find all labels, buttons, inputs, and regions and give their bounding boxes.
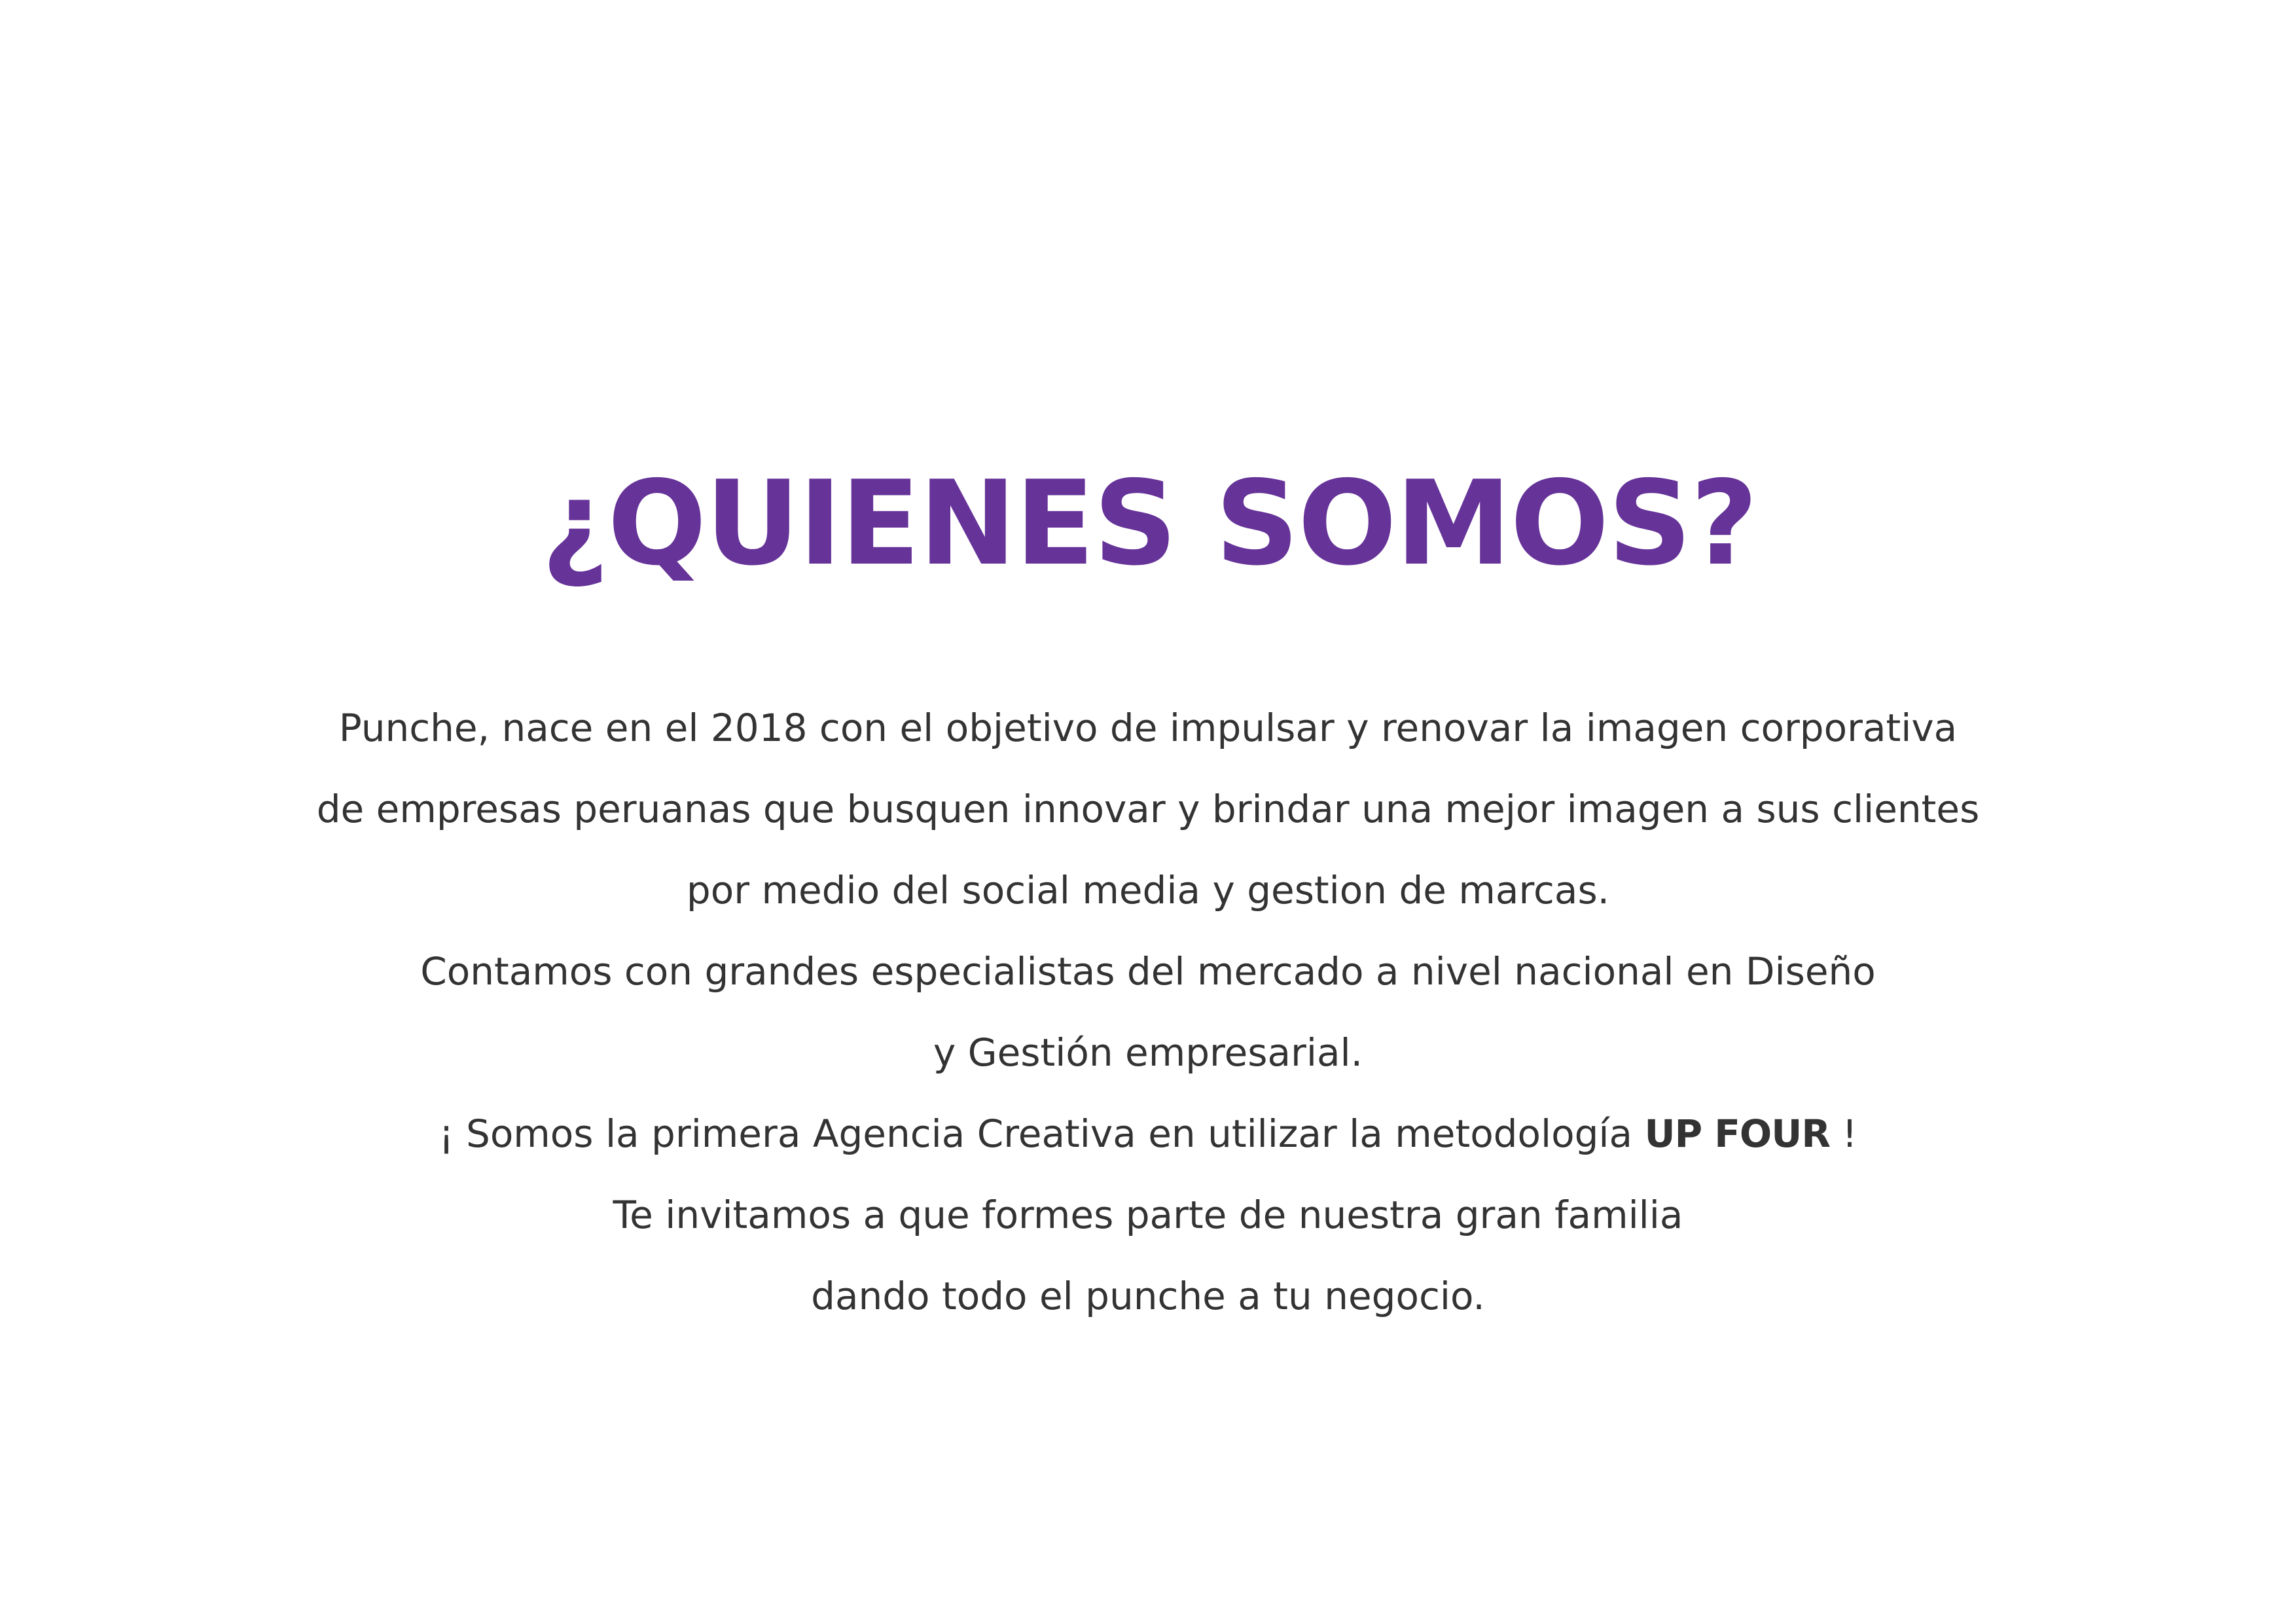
paragraph-line: Punche, nace en el 2018 con el objetivo de impulsar y renovar la imagen corporativa <box>338 706 1958 750</box>
paragraph-line: por medio del social media y gestion de marcas. <box>686 868 1610 912</box>
page-title: ¿QUIENES SOMOS? <box>541 456 1757 591</box>
methodology-name: UP FOUR <box>1644 1111 1830 1156</box>
paragraph-line: de empresas peruanas que busquen innovar y brindar una mejor imagen a sus clientes <box>316 787 1980 831</box>
paragraph-line: y Gestión empresarial. <box>933 1030 1363 1075</box>
closing-line: Te invitamos a que formes parte de nuestra gran familia <box>613 1193 1683 1237</box>
about-paragraph <box>0 687 2296 1337</box>
highlight-text-after: ! <box>1829 1111 1857 1156</box>
closing-line: dando todo el punche a tu negocio. <box>811 1274 1485 1318</box>
highlight-line <box>0 1093 2296 1174</box>
highlight-text-before: ¡ Somos la primera Agencia Creativa en utilizar la metodología <box>439 1111 1645 1156</box>
paragraph-line: Contamos con grandes especialistas del mercado a nivel nacional en Diseño <box>420 949 1876 994</box>
